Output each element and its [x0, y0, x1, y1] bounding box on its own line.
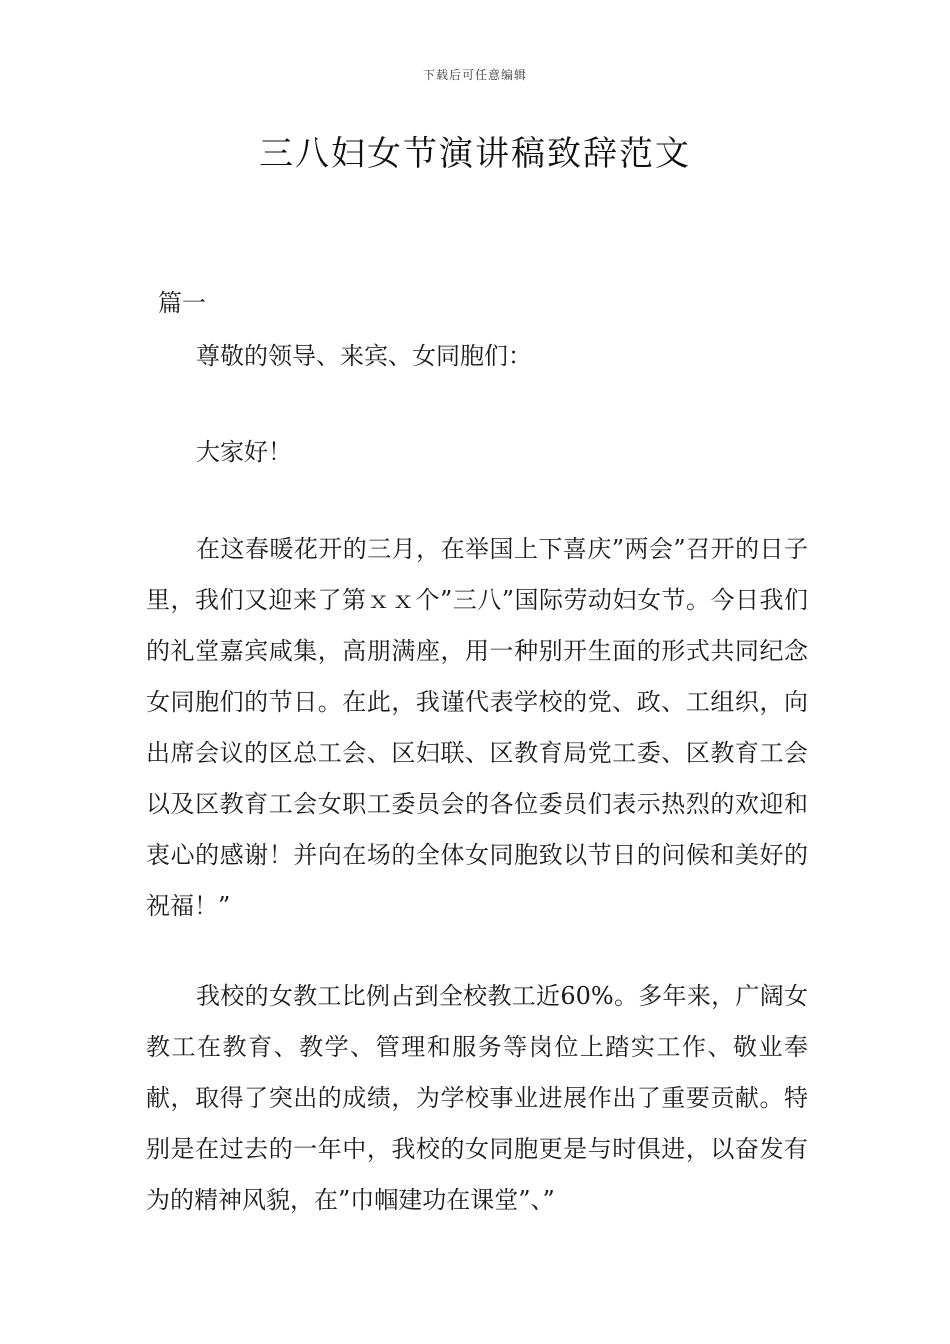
body-paragraph: 我校的女教工比例占到全校教工近60%。多年来，广阔女教工在教育、教学、管理和服务等岗位上踏实工作、敬业奉献，取得了突出的成绩，为学校事业进展作出了重要贡献。特别是在过去的一年中，我校的女同胞更是与时俱进，以奋发有为的精神风貌，在”巾帼建功在课堂”、”: [146, 982, 808, 1214]
document-title: 三八妇女节演讲稿致辞范文: [259, 134, 691, 174]
body-paragraph: 在这春暖花开的三月，在举国上下喜庆”两会”召开的日子里，我们又迎来了第ｘｘ个”三八”国际劳动妇女节。今日我们的礼堂嘉宾咸集，高朋满座，用一种别开生面的形式共同纪念女同胞们的节日。在此，我谨代表学校的党、政、工组织，向出席会议的区总工会、区妇联、区教育局党工委、区教育工会以及区教育工会女职工委员会的各位委员们表示热烈的欢迎和衷心的感谢！并向在场的全体女同胞致以节日的问候和美好的祝福！”: [146, 535, 808, 920]
section-label: 篇一: [158, 289, 206, 317]
greeting: 大家好！: [196, 438, 292, 466]
header-note: 下载后可任意编辑: [422, 68, 527, 82]
salutation: 尊敬的领导、来宾、女同胞们：: [196, 342, 532, 370]
